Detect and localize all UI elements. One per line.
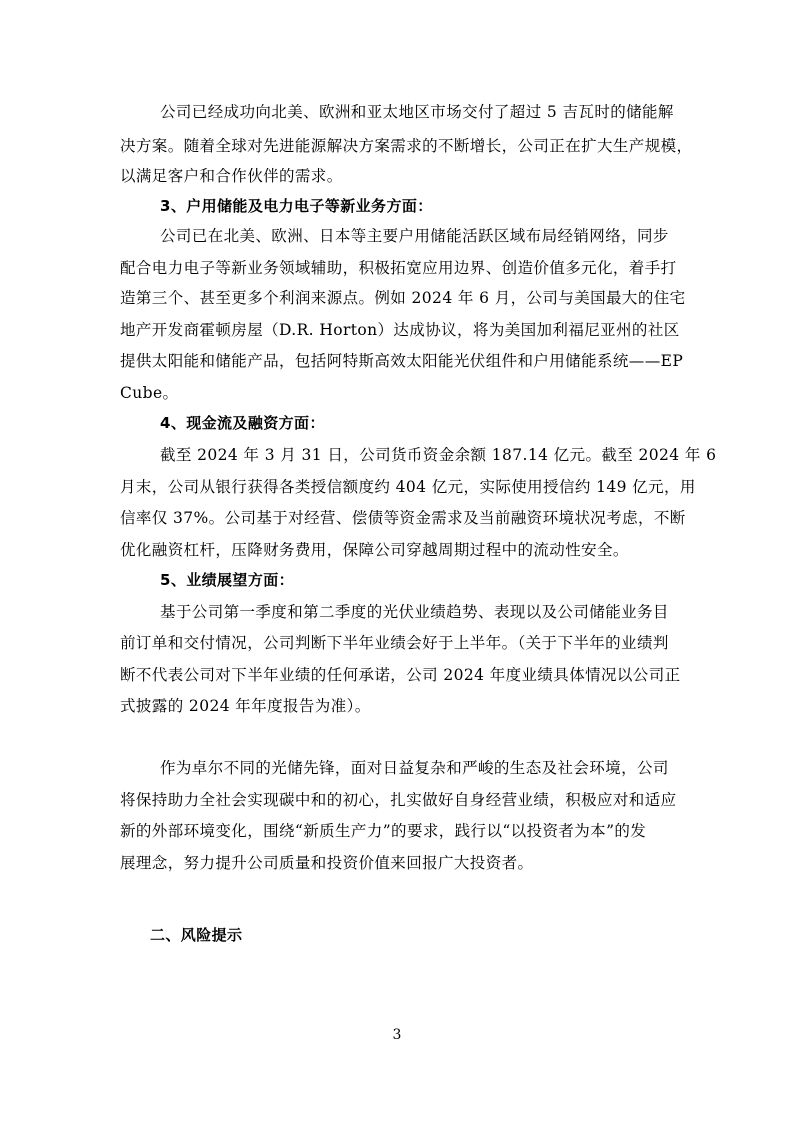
- text-line: 将保持助力全社会实现碳中和的初心，扎实做好自身经营业绩，积极应对和适应: [120, 791, 677, 809]
- text-line: 式披露的 2024 年年度报告为准）。: [120, 697, 371, 715]
- text-line: 公司已在北美、欧洲、日本等主要户用储能活跃区域布局经销网络，同步: [160, 227, 669, 245]
- text-line: 作为卓尔不同的光储先锋，面对日益复杂和严峻的生态及社会环境，公司: [160, 759, 669, 777]
- text-line: 配合电力电子等新业务领域辅助，积极拓宽应用边界、创造价值多元化，着手打: [120, 259, 677, 277]
- section-heading: 3、户用储能及电力电子等新业务方面：: [160, 197, 433, 215]
- text-line: 优化融资杠杆，压降财务费用，保障公司穿越周期过程中的流动性安全。: [120, 541, 629, 559]
- text-line: Cube。: [120, 384, 179, 402]
- text-line: 以满足客户和合作伙伴的需求。: [120, 167, 343, 185]
- text-line: 新的外部环境变化，围绕“新质生产力”的要求，践行以“以投资者为本”的发: [120, 822, 647, 840]
- text-line: 地产开发商霍顿房屋（D.R. Horton）达成协议，将为美国加利福尼亚州的社区: [120, 321, 680, 339]
- text-line: 前订单和交付情况，公司判断下半年业绩会好于上半年。（关于下半年的业绩判: [120, 634, 669, 652]
- text-line: 造第三个、甚至更多个利润来源点。例如 2024 年 6 月，公司与美国最大的住宅: [120, 289, 686, 307]
- section-heading: 4、现金流及融资方面：: [160, 414, 325, 432]
- text-line: 断不代表公司对下半年业绩的任何承诺，公司 2024 年度业绩具体情况以公司正: [120, 666, 681, 684]
- text-line: 决方案。随着全球对先进能源解决方案需求的不断增长，公司正在扩大生产规模，: [120, 137, 693, 155]
- text-line: 月末，公司从银行获得各类授信额度约 404 亿元，实际使用授信约 149 亿元，用: [120, 478, 696, 496]
- text-line: 公司已经成功向北美、欧洲和亚太地区市场交付了超过 5 吉瓦时的储能解: [160, 103, 674, 121]
- text-line: 信率仅 37%。公司基于对经营、偿债等资金需求及当前融资环境状况考虑，不断: [120, 509, 686, 527]
- text-line: 基于公司第一季度和第二季度的光伏业绩趋势、表现以及公司储能业务目: [160, 603, 669, 621]
- section-heading: 5、业绩展望方面：: [160, 571, 295, 589]
- section-title: 二、风险提示: [150, 926, 243, 944]
- text-line: 提供太阳能和储能产品，包括阿特斯高效太阳能光伏组件和户用储能系统——EP: [120, 352, 684, 370]
- text-line: 展理念，努力提升公司质量和投资价值来回报广大投资者。: [120, 854, 534, 872]
- page-number: 3: [392, 1027, 402, 1043]
- text-line: 截至 2024 年 3 月 31 日，公司货币资金余额 187.14 亿元。截至 2024 年 6: [160, 446, 717, 464]
